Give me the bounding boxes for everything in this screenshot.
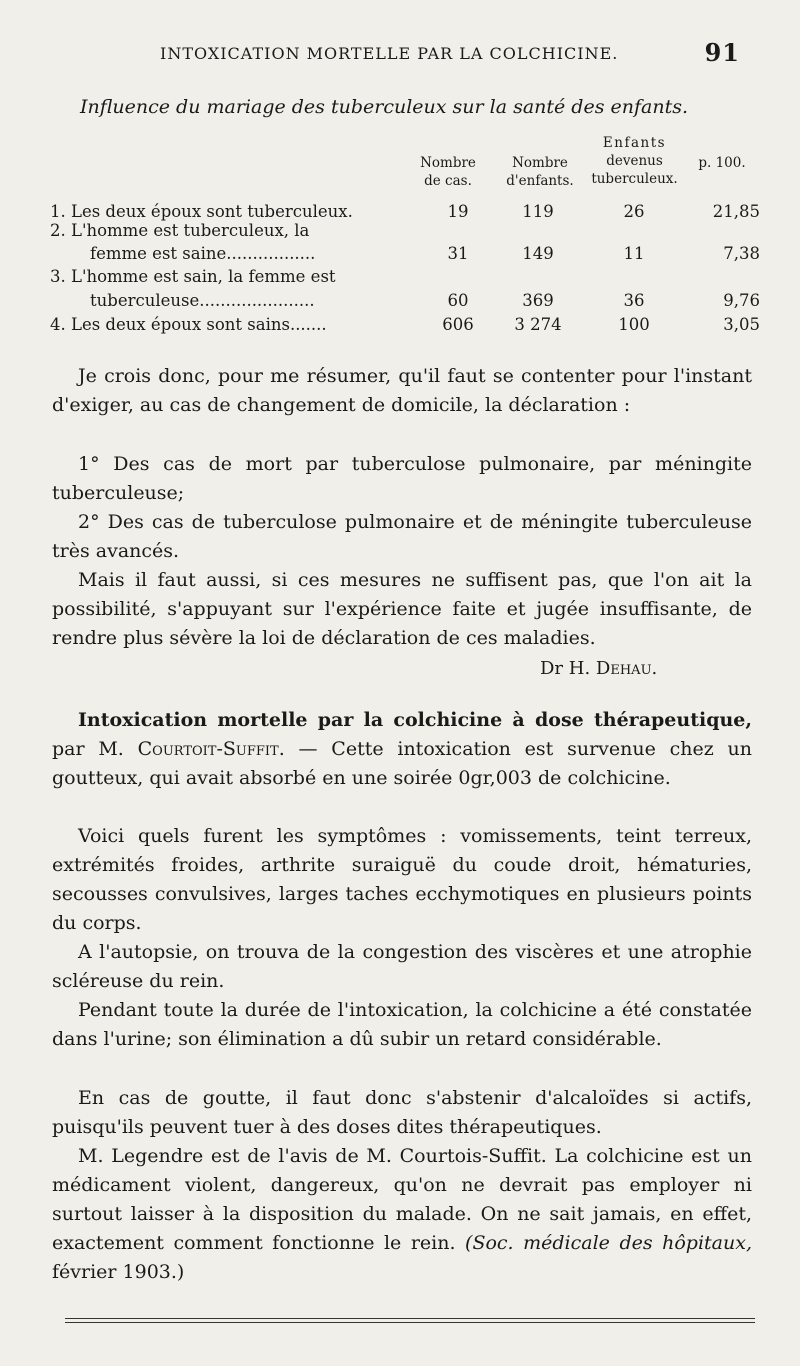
signature	[540, 658, 657, 679]
cell-pct: 7,38	[723, 244, 760, 263]
cell-pct: 9,76	[723, 291, 760, 310]
bottom-rule-double	[65, 1322, 755, 1323]
article-intro: — Cette intoxication est survenue chez un goutteux, qui avait absorbé en une soirée 0gr,003 de colchicine.	[52, 738, 752, 789]
source-date: février 1903.)	[52, 1261, 185, 1283]
paragraph-summary: Je crois donc, pour me résumer, qu'il faut se contenter pour l'instant d'exiger, au cas de changement de domicile, la déclaration :	[52, 365, 752, 416]
row-label: 3. L'homme est sain, la femme est	[50, 267, 336, 286]
cell-enfants: 369	[522, 291, 554, 310]
paragraph-symptoms: Voici quels furent les symptômes : vomissements, teint terreux, extrémités froides, arthrite suraiguë du coude droit, hématuries, secousses convulsives, larges taches ecchymotiques en plusieurs points du corps.	[52, 825, 752, 934]
cell-tuberculeux: 11	[623, 244, 645, 263]
row-label: 2. L'homme est tuberculeux, la	[50, 221, 310, 240]
cell-enfants: 3 274	[514, 315, 562, 334]
paragraph-conclusion: Mais il faut aussi, si ces mesures ne suffisent pas, que l'on ait la possibilité, s'appuyant sur l'expérience faite et jugée insuffisante, de rendre plus sévère la loi de déclaration de ces maladies.	[52, 569, 752, 649]
cell-pct: 3,05	[723, 315, 760, 334]
cell-cas: 19	[447, 202, 469, 221]
cell-cas: 31	[447, 244, 469, 263]
source-journal: (Soc. médicale des hôpitaux,	[465, 1232, 753, 1254]
header-nombre-cas: Nombre de cas.	[420, 155, 476, 189]
signature-title: Dr	[540, 658, 564, 679]
header-nombre-enfants: Nombre d'enfants.	[506, 155, 574, 189]
cell-cas: 60	[447, 291, 469, 310]
paragraph-legendre	[52, 1142, 752, 1287]
page-number: 91	[704, 38, 740, 67]
cell-enfants: 119	[522, 202, 554, 221]
cell-tuberculeux: 26	[623, 202, 645, 221]
cell-enfants: 149	[522, 244, 554, 263]
paragraph-autopsy: A l'autopsie, on trouva de la congestion des viscères et une atrophie scléreuse du rein.	[52, 941, 752, 992]
article-author: Courtoit-Suffit.	[137, 738, 285, 760]
header-pourcentage: p. 100.	[698, 155, 746, 171]
row-label-cont: femme est saine.................	[90, 244, 316, 263]
article-heading: Intoxication mortelle par la colchicine à dose thérapeutique,	[78, 709, 752, 731]
paragraph-item-1: 1° Des cas de mort par tuberculose pulmonaire, par méningite tuberculeuse;	[52, 453, 752, 504]
header-enfants-tuberculeux: Enfants devenus tuberculeux.	[591, 135, 678, 187]
legendre-text: M. Legendre est de l'avis de M. Courtois-Suffit. La colchicine est un médicament violent, dangereux, qu'on ne devrait pas employer ni surtout laisser à la disposition du malade. On ne sait jamais, en effet, exactement comment fonctionne le rein.	[52, 1145, 752, 1254]
bottom-rule	[65, 1318, 755, 1319]
row-label: 4. Les deux époux sont sains.......	[50, 315, 327, 334]
signature-name: H. Dehau.	[568, 658, 658, 679]
running-head-title: INTOXICATION MORTELLE PAR LA COLCHICINE.	[160, 44, 619, 63]
row-label: 1. Les deux époux sont tuberculeux.	[50, 202, 353, 221]
running-head	[160, 38, 740, 68]
paragraph-urine: Pendant toute la durée de l'intoxication, la colchicine a été constatée dans l'urine; son élimination a dû subir un retard considérable.	[52, 999, 752, 1050]
row-label-cont: tuberculeuse......................	[90, 291, 315, 310]
cell-tuberculeux: 36	[623, 291, 645, 310]
cell-cas: 606	[442, 315, 474, 334]
paragraph-goutte: En cas de goutte, il faut donc s'abstenir d'alcaloïdes si actifs, puisqu'ils peuvent tuer à des doses dites thérapeutiques.	[52, 1087, 752, 1138]
cell-pct: 21,85	[712, 202, 760, 221]
table-caption: Influence du mariage des tuberculeux sur la santé des enfants.	[80, 96, 689, 118]
paragraph-item-2: 2° Des cas de tuberculose pulmonaire et de méningite tuberculeuse très avancés.	[52, 511, 752, 562]
cell-tuberculeux: 100	[618, 315, 650, 334]
article-by: par M.	[52, 738, 124, 760]
article-first-paragraph	[52, 706, 752, 793]
